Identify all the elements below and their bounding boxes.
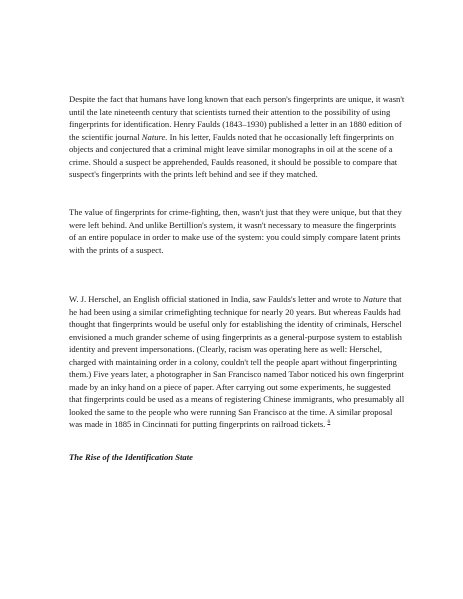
paragraph-crime-fighting-value (69, 206, 405, 256)
paragraph-text: In his letter, Faulds noted that he occasionally left fingerprints on objects and conjectured that a criminal might leave similar monographs in oil at the scene of a crime. Should a suspect be apprehended, Faulds reasoned, it should be possible to compare that suspect's fingerprints with the prints left behind and see if they matched. (69, 131, 398, 179)
section-heading: The Rise of the Identification State (69, 452, 193, 462)
footnote-link[interactable]: 6 (327, 419, 331, 426)
paragraph-text: W. J. Herschel, an English official stationed in India, saw Faulds's letter and wrote to (69, 294, 363, 304)
paragraph-fingerprint-history (69, 93, 405, 181)
paragraph-herschel (69, 293, 405, 431)
paragraph-text: that he had been using a similar crimefighting technique for nearly 20 years. But whereas Faulds had thought that fingerprints would be useful only for establishing the identity of criminals, Herschel envisioned a much grander scheme of using fingerprints as a general-purpose system to establish identity and prevent impersonations. (Clearly, racism was operating here as well: Herschel, charged with maintaining order in a colony, couldn't tell the people apart without fingerprinting them.) Five years later, a photographer in San Francisco named Tabor noticed his own fingerprint made by an inky hand on a piece of paper. After carrying out some experiments, he suggested that fingerprints could be used as a means of registering Chinese immigrants, who presumably all looked the same to the people who were running San Francisco at the time. A similar proposal was made in 1885 in Cincinnati for putting fingerprints on railroad tickets. (69, 294, 405, 429)
journal-title: Nature (362, 294, 387, 304)
paragraph-text: The value of fingerprints for crime-fighting, then, wasn't just that they were unique, but that they were left behind. And unlike Bertillion's system, it wasn't necessary to measure the fingerprints of an entire populace in order to make use of the system: you could simply compare latent prints with the prints of a suspect. (69, 207, 402, 255)
paragraph-text: Despite the fact that humans have long known that each person's fingerprints are unique, it wasn't until the late nineteenth century that scientists turned their attention to the possibility of using fingerprints for identification. Henry Faulds (1843–1930) published a letter in an 1880 edition of the scientific journal (69, 94, 405, 142)
journal-title: Nature. (141, 131, 168, 142)
